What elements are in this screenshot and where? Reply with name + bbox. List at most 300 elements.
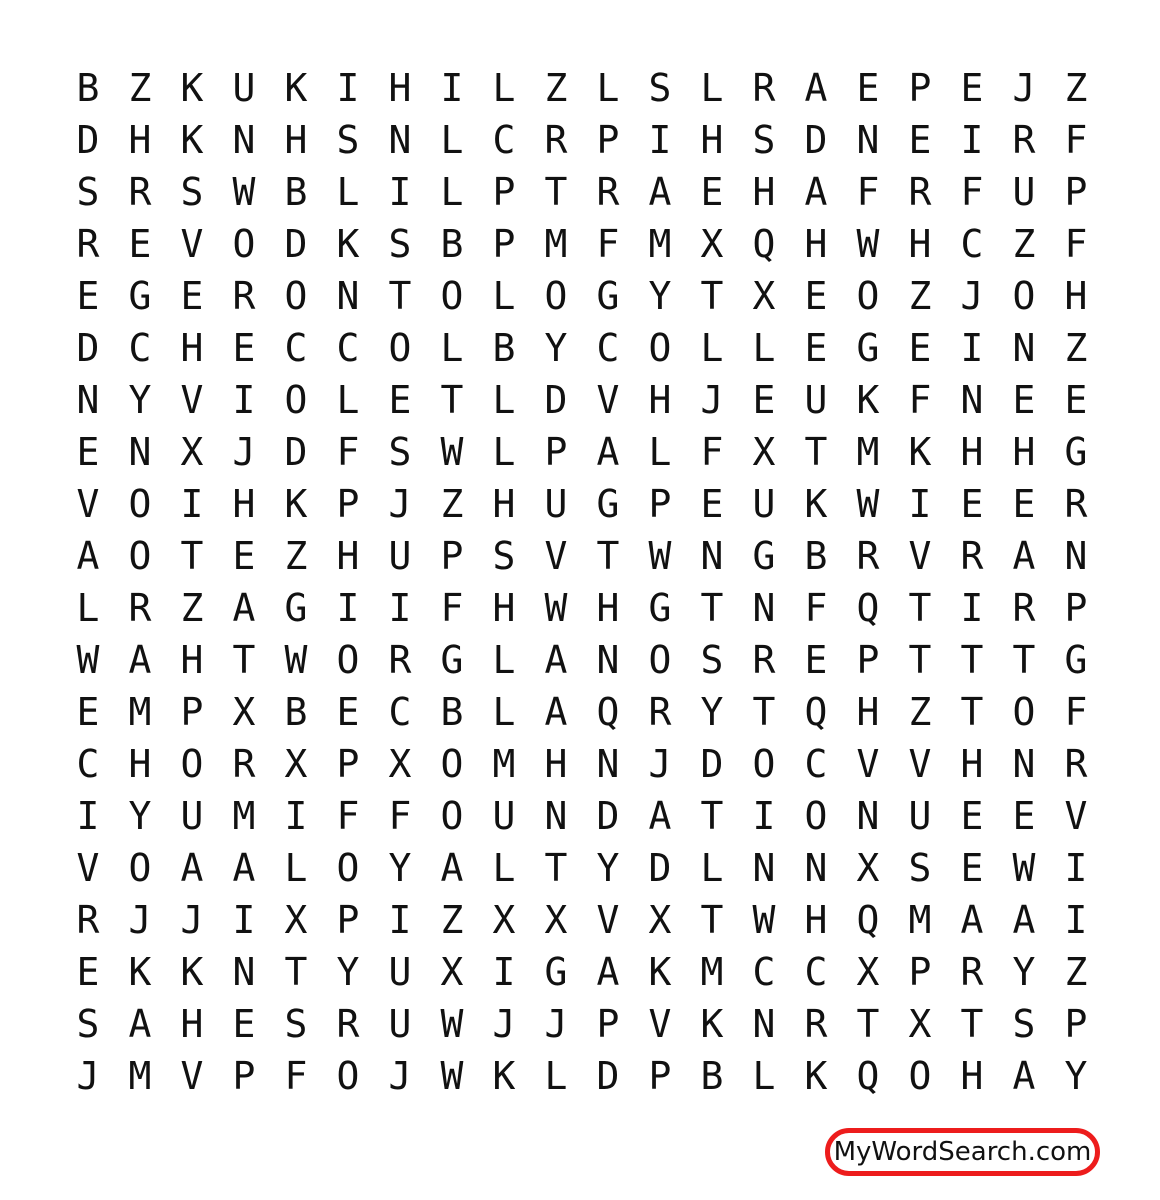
grid-cell[interactable]: S xyxy=(76,1002,100,1046)
grid-cell[interactable]: D xyxy=(76,118,100,162)
grid-cell[interactable]: L xyxy=(492,846,516,890)
grid-cell[interactable]: R xyxy=(336,1002,360,1046)
grid-cell[interactable]: I xyxy=(336,66,360,110)
grid-cell[interactable]: I xyxy=(388,586,412,630)
grid-cell[interactable]: E xyxy=(856,66,880,110)
grid-cell[interactable]: T xyxy=(1012,638,1036,682)
grid-cell[interactable]: H xyxy=(960,742,984,786)
grid-cell[interactable]: T xyxy=(440,378,464,422)
grid-cell[interactable]: S xyxy=(388,222,412,266)
grid-cell[interactable]: Y xyxy=(388,846,412,890)
grid-cell[interactable]: P xyxy=(648,482,672,526)
grid-cell[interactable]: R xyxy=(76,898,100,942)
grid-cell[interactable]: B xyxy=(492,326,516,370)
grid-cell[interactable]: V xyxy=(908,742,932,786)
grid-cell[interactable]: T xyxy=(908,638,932,682)
grid-cell[interactable]: V xyxy=(544,534,568,578)
grid-cell[interactable]: L xyxy=(492,638,516,682)
grid-cell[interactable]: V xyxy=(76,846,100,890)
grid-cell[interactable]: H xyxy=(648,378,672,422)
grid-cell[interactable]: X xyxy=(492,898,516,942)
grid-cell[interactable]: I xyxy=(648,118,672,162)
grid-cell[interactable]: L xyxy=(492,378,516,422)
grid-cell[interactable]: N xyxy=(1012,742,1036,786)
grid-cell[interactable]: N xyxy=(76,378,100,422)
grid-cell[interactable]: X xyxy=(232,690,256,734)
grid-cell[interactable]: A xyxy=(596,950,620,994)
grid-cell[interactable]: G xyxy=(856,326,880,370)
grid-cell[interactable]: I xyxy=(232,898,256,942)
grid-cell[interactable]: T xyxy=(700,898,724,942)
grid-cell[interactable]: Z xyxy=(1064,66,1088,110)
grid-cell[interactable]: P xyxy=(492,222,516,266)
grid-cell[interactable]: K xyxy=(804,482,828,526)
grid-cell[interactable]: H xyxy=(804,222,828,266)
grid-cell[interactable]: T xyxy=(856,1002,880,1046)
grid-cell[interactable]: R xyxy=(76,222,100,266)
grid-cell[interactable]: T xyxy=(180,534,204,578)
grid-cell[interactable]: Z xyxy=(908,274,932,318)
grid-cell[interactable]: N xyxy=(960,378,984,422)
grid-cell[interactable]: V xyxy=(180,222,204,266)
grid-cell[interactable]: R xyxy=(648,690,672,734)
grid-cell[interactable]: E xyxy=(700,482,724,526)
grid-cell[interactable]: P xyxy=(336,482,360,526)
grid-cell[interactable]: F xyxy=(856,170,880,214)
grid-cell[interactable]: S xyxy=(648,66,672,110)
grid-cell[interactable]: K xyxy=(180,118,204,162)
grid-cell[interactable]: W xyxy=(544,586,568,630)
grid-cell[interactable]: T xyxy=(232,638,256,682)
grid-cell[interactable]: Y xyxy=(1012,950,1036,994)
grid-cell[interactable]: J xyxy=(180,898,204,942)
grid-cell[interactable]: C xyxy=(336,326,360,370)
grid-cell[interactable]: J xyxy=(76,1054,100,1098)
grid-cell[interactable]: V xyxy=(648,1002,672,1046)
grid-cell[interactable]: G xyxy=(648,586,672,630)
grid-cell[interactable]: Q xyxy=(856,898,880,942)
grid-cell[interactable]: E xyxy=(908,118,932,162)
grid-cell[interactable]: L xyxy=(700,66,724,110)
grid-cell[interactable]: T xyxy=(388,274,412,318)
grid-cell[interactable]: R xyxy=(1012,118,1036,162)
grid-cell[interactable]: D xyxy=(596,794,620,838)
grid-cell[interactable]: D xyxy=(648,846,672,890)
grid-cell[interactable]: Z xyxy=(440,482,464,526)
grid-cell[interactable]: D xyxy=(596,1054,620,1098)
grid-cell[interactable]: H xyxy=(128,742,152,786)
grid-cell[interactable]: S xyxy=(76,170,100,214)
grid-cell[interactable]: X xyxy=(908,1002,932,1046)
grid-cell[interactable]: T xyxy=(544,170,568,214)
grid-cell[interactable]: N xyxy=(596,742,620,786)
grid-cell[interactable]: U xyxy=(908,794,932,838)
grid-cell[interactable]: K xyxy=(856,378,880,422)
grid-cell[interactable]: E xyxy=(960,846,984,890)
grid-cell[interactable]: T xyxy=(596,534,620,578)
grid-cell[interactable]: P xyxy=(908,66,932,110)
grid-cell[interactable]: G xyxy=(440,638,464,682)
grid-cell[interactable]: I xyxy=(284,794,308,838)
grid-cell[interactable]: Q xyxy=(856,1054,880,1098)
grid-cell[interactable]: P xyxy=(232,1054,256,1098)
grid-cell[interactable]: D xyxy=(76,326,100,370)
grid-cell[interactable]: W xyxy=(284,638,308,682)
grid-cell[interactable]: O xyxy=(544,274,568,318)
grid-cell[interactable]: K xyxy=(492,1054,516,1098)
grid-cell[interactable]: E xyxy=(128,222,152,266)
grid-cell[interactable]: M xyxy=(128,1054,152,1098)
grid-cell[interactable]: I xyxy=(960,326,984,370)
grid-cell[interactable]: Y xyxy=(128,794,152,838)
grid-cell[interactable]: H xyxy=(492,482,516,526)
grid-cell[interactable]: F xyxy=(1064,690,1088,734)
grid-cell[interactable]: X xyxy=(752,430,776,474)
grid-cell[interactable]: P xyxy=(596,1002,620,1046)
grid-cell[interactable]: E xyxy=(960,66,984,110)
grid-cell[interactable]: E xyxy=(388,378,412,422)
grid-cell[interactable]: K xyxy=(648,950,672,994)
grid-cell[interactable]: W xyxy=(856,482,880,526)
grid-cell[interactable]: L xyxy=(492,690,516,734)
grid-cell[interactable]: F xyxy=(336,430,360,474)
grid-cell[interactable]: Z xyxy=(128,66,152,110)
grid-cell[interactable]: V xyxy=(596,898,620,942)
grid-cell[interactable]: O xyxy=(336,638,360,682)
grid-cell[interactable]: J xyxy=(700,378,724,422)
grid-cell[interactable]: H xyxy=(1064,274,1088,318)
grid-cell[interactable]: F xyxy=(960,170,984,214)
grid-cell[interactable]: O xyxy=(440,274,464,318)
grid-cell[interactable]: F xyxy=(596,222,620,266)
grid-cell[interactable]: N xyxy=(752,1002,776,1046)
grid-cell[interactable]: R xyxy=(232,274,256,318)
grid-cell[interactable]: O xyxy=(440,742,464,786)
grid-cell[interactable]: L xyxy=(440,118,464,162)
grid-cell[interactable]: Z xyxy=(1064,326,1088,370)
grid-cell[interactable]: W xyxy=(648,534,672,578)
grid-cell[interactable]: F xyxy=(908,378,932,422)
grid-cell[interactable]: E xyxy=(76,430,100,474)
grid-cell[interactable]: X xyxy=(752,274,776,318)
grid-cell[interactable]: M xyxy=(908,898,932,942)
grid-cell[interactable]: N xyxy=(700,534,724,578)
grid-cell[interactable]: E xyxy=(700,170,724,214)
grid-cell[interactable]: Z xyxy=(1064,950,1088,994)
grid-cell[interactable]: V xyxy=(180,378,204,422)
grid-cell[interactable]: S xyxy=(492,534,516,578)
grid-cell[interactable]: U xyxy=(544,482,568,526)
grid-cell[interactable]: L xyxy=(336,378,360,422)
grid-cell[interactable]: S xyxy=(336,118,360,162)
grid-cell[interactable]: R xyxy=(388,638,412,682)
grid-cell[interactable]: H xyxy=(700,118,724,162)
grid-cell[interactable]: S xyxy=(752,118,776,162)
grid-cell[interactable]: R xyxy=(128,170,152,214)
grid-cell[interactable]: A xyxy=(128,638,152,682)
grid-cell[interactable]: V xyxy=(180,1054,204,1098)
grid-cell[interactable]: A xyxy=(544,638,568,682)
grid-cell[interactable]: P xyxy=(492,170,516,214)
grid-cell[interactable]: L xyxy=(440,170,464,214)
grid-cell[interactable]: L xyxy=(440,326,464,370)
grid-cell[interactable]: R xyxy=(232,742,256,786)
grid-cell[interactable]: L xyxy=(76,586,100,630)
grid-cell[interactable]: L xyxy=(492,66,516,110)
grid-cell[interactable]: C xyxy=(492,118,516,162)
grid-cell[interactable]: U xyxy=(388,534,412,578)
grid-cell[interactable]: R xyxy=(856,534,880,578)
grid-cell[interactable]: J xyxy=(388,1054,412,1098)
grid-cell[interactable]: L xyxy=(700,846,724,890)
grid-cell[interactable]: S xyxy=(388,430,412,474)
grid-cell[interactable]: F xyxy=(1064,222,1088,266)
grid-cell[interactable]: J xyxy=(492,1002,516,1046)
grid-cell[interactable]: Q xyxy=(596,690,620,734)
grid-cell[interactable]: Z xyxy=(180,586,204,630)
grid-cell[interactable]: A xyxy=(232,586,256,630)
grid-cell[interactable]: H xyxy=(388,66,412,110)
grid-cell[interactable]: O xyxy=(388,326,412,370)
grid-cell[interactable]: T xyxy=(960,638,984,682)
grid-cell[interactable]: X xyxy=(856,950,880,994)
grid-cell[interactable]: G xyxy=(284,586,308,630)
grid-cell[interactable]: H xyxy=(856,690,880,734)
grid-cell[interactable]: S xyxy=(180,170,204,214)
grid-cell[interactable]: F xyxy=(804,586,828,630)
grid-cell[interactable]: R xyxy=(908,170,932,214)
grid-cell[interactable]: R xyxy=(960,534,984,578)
grid-cell[interactable]: H xyxy=(804,898,828,942)
grid-cell[interactable]: A xyxy=(440,846,464,890)
grid-cell[interactable]: I xyxy=(960,586,984,630)
grid-cell[interactable]: W xyxy=(232,170,256,214)
grid-cell[interactable]: H xyxy=(128,118,152,162)
grid-cell[interactable]: K xyxy=(180,66,204,110)
grid-cell[interactable]: H xyxy=(908,222,932,266)
grid-cell[interactable]: X xyxy=(700,222,724,266)
grid-cell[interactable]: C xyxy=(284,326,308,370)
grid-cell[interactable]: E xyxy=(180,274,204,318)
grid-cell[interactable]: O xyxy=(752,742,776,786)
grid-cell[interactable]: F xyxy=(388,794,412,838)
grid-cell[interactable]: O xyxy=(128,846,152,890)
grid-cell[interactable]: E xyxy=(232,1002,256,1046)
grid-cell[interactable]: S xyxy=(908,846,932,890)
grid-cell[interactable]: Q xyxy=(856,586,880,630)
grid-cell[interactable]: B xyxy=(440,222,464,266)
grid-cell[interactable]: Y xyxy=(1064,1054,1088,1098)
grid-cell[interactable]: W xyxy=(76,638,100,682)
grid-cell[interactable]: E xyxy=(804,274,828,318)
grid-cell[interactable]: V xyxy=(856,742,880,786)
grid-cell[interactable]: F xyxy=(700,430,724,474)
grid-cell[interactable]: E xyxy=(76,274,100,318)
grid-cell[interactable]: W xyxy=(440,430,464,474)
grid-cell[interactable]: C xyxy=(596,326,620,370)
grid-cell[interactable]: H xyxy=(336,534,360,578)
grid-cell[interactable]: O xyxy=(232,222,256,266)
grid-cell[interactable]: N xyxy=(232,118,256,162)
grid-cell[interactable]: E xyxy=(960,794,984,838)
grid-cell[interactable]: L xyxy=(492,430,516,474)
grid-cell[interactable]: H xyxy=(596,586,620,630)
grid-cell[interactable]: F xyxy=(336,794,360,838)
grid-cell[interactable]: K xyxy=(336,222,360,266)
grid-cell[interactable]: E xyxy=(1012,378,1036,422)
grid-cell[interactable]: E xyxy=(76,690,100,734)
grid-cell[interactable]: W xyxy=(856,222,880,266)
grid-cell[interactable]: R xyxy=(804,1002,828,1046)
grid-cell[interactable]: O xyxy=(856,274,880,318)
grid-cell[interactable]: T xyxy=(752,690,776,734)
grid-cell[interactable]: R xyxy=(752,66,776,110)
grid-cell[interactable]: U xyxy=(1012,170,1036,214)
grid-cell[interactable]: E xyxy=(804,326,828,370)
grid-cell[interactable]: N xyxy=(128,430,152,474)
grid-cell[interactable]: C xyxy=(388,690,412,734)
grid-cell[interactable]: I xyxy=(1064,898,1088,942)
grid-cell[interactable]: R xyxy=(752,638,776,682)
grid-cell[interactable]: P xyxy=(856,638,880,682)
grid-cell[interactable]: U xyxy=(804,378,828,422)
grid-cell[interactable]: Y xyxy=(336,950,360,994)
grid-cell[interactable]: A xyxy=(960,898,984,942)
grid-cell[interactable]: N xyxy=(544,794,568,838)
grid-cell[interactable]: U xyxy=(232,66,256,110)
grid-cell[interactable]: L xyxy=(752,326,776,370)
grid-cell[interactable]: O xyxy=(440,794,464,838)
grid-cell[interactable]: O xyxy=(1012,274,1036,318)
grid-cell[interactable]: T xyxy=(284,950,308,994)
grid-cell[interactable]: S xyxy=(284,1002,308,1046)
grid-cell[interactable]: H xyxy=(752,170,776,214)
grid-cell[interactable]: M xyxy=(648,222,672,266)
grid-cell[interactable]: I xyxy=(440,66,464,110)
grid-cell[interactable]: A xyxy=(1012,898,1036,942)
grid-cell[interactable]: N xyxy=(856,794,880,838)
grid-cell[interactable]: B xyxy=(284,690,308,734)
grid-cell[interactable]: P xyxy=(544,430,568,474)
grid-cell[interactable]: N xyxy=(1064,534,1088,578)
grid-cell[interactable]: Z xyxy=(908,690,932,734)
grid-cell[interactable]: X xyxy=(180,430,204,474)
grid-cell[interactable]: I xyxy=(232,378,256,422)
grid-cell[interactable]: P xyxy=(1064,586,1088,630)
grid-cell[interactable]: J xyxy=(960,274,984,318)
grid-cell[interactable]: L xyxy=(544,1054,568,1098)
grid-cell[interactable]: H xyxy=(960,1054,984,1098)
grid-cell[interactable]: A xyxy=(232,846,256,890)
grid-cell[interactable]: Z xyxy=(544,66,568,110)
grid-cell[interactable]: D xyxy=(284,222,308,266)
grid-cell[interactable]: R xyxy=(1064,482,1088,526)
grid-cell[interactable]: A xyxy=(76,534,100,578)
grid-cell[interactable]: R xyxy=(1064,742,1088,786)
grid-cell[interactable]: X xyxy=(284,742,308,786)
grid-cell[interactable]: Q xyxy=(752,222,776,266)
grid-cell[interactable]: E xyxy=(752,378,776,422)
grid-cell[interactable]: G xyxy=(1064,638,1088,682)
grid-cell[interactable]: H xyxy=(960,430,984,474)
grid-cell[interactable]: F xyxy=(284,1054,308,1098)
grid-cell[interactable]: W xyxy=(752,898,776,942)
grid-cell[interactable]: J xyxy=(544,1002,568,1046)
grid-cell[interactable]: L xyxy=(284,846,308,890)
grid-cell[interactable]: X xyxy=(544,898,568,942)
grid-cell[interactable]: N xyxy=(804,846,828,890)
grid-cell[interactable]: H xyxy=(180,326,204,370)
grid-cell[interactable]: G xyxy=(1064,430,1088,474)
grid-cell[interactable]: O xyxy=(648,326,672,370)
grid-cell[interactable]: Z xyxy=(284,534,308,578)
grid-cell[interactable]: V xyxy=(1064,794,1088,838)
grid-cell[interactable]: I xyxy=(180,482,204,526)
grid-cell[interactable]: L xyxy=(492,274,516,318)
grid-cell[interactable]: P xyxy=(1064,170,1088,214)
grid-cell[interactable]: A xyxy=(544,690,568,734)
grid-cell[interactable]: U xyxy=(492,794,516,838)
grid-cell[interactable]: E xyxy=(1064,378,1088,422)
grid-cell[interactable]: J xyxy=(388,482,412,526)
grid-cell[interactable]: M xyxy=(544,222,568,266)
grid-cell[interactable]: E xyxy=(1012,794,1036,838)
grid-cell[interactable]: V xyxy=(76,482,100,526)
grid-cell[interactable]: L xyxy=(700,326,724,370)
grid-cell[interactable]: W xyxy=(1012,846,1036,890)
grid-cell[interactable]: K xyxy=(284,482,308,526)
grid-cell[interactable]: E xyxy=(804,638,828,682)
grid-cell[interactable]: U xyxy=(388,950,412,994)
grid-cell[interactable]: J xyxy=(232,430,256,474)
grid-cell[interactable]: A xyxy=(804,170,828,214)
grid-cell[interactable]: C xyxy=(76,742,100,786)
grid-cell[interactable]: H xyxy=(544,742,568,786)
grid-cell[interactable]: H xyxy=(284,118,308,162)
grid-cell[interactable]: E xyxy=(336,690,360,734)
grid-cell[interactable]: C xyxy=(960,222,984,266)
grid-cell[interactable]: H xyxy=(1012,430,1036,474)
grid-cell[interactable]: S xyxy=(700,638,724,682)
grid-cell[interactable]: R xyxy=(960,950,984,994)
grid-cell[interactable]: Q xyxy=(804,690,828,734)
grid-cell[interactable]: O xyxy=(804,794,828,838)
grid-cell[interactable]: M xyxy=(492,742,516,786)
grid-cell[interactable]: R xyxy=(596,170,620,214)
grid-cell[interactable]: O xyxy=(128,534,152,578)
grid-cell[interactable]: T xyxy=(908,586,932,630)
grid-cell[interactable]: O xyxy=(648,638,672,682)
grid-cell[interactable]: U xyxy=(180,794,204,838)
grid-cell[interactable]: O xyxy=(336,1054,360,1098)
grid-cell[interactable]: Z xyxy=(1012,222,1036,266)
grid-cell[interactable]: I xyxy=(960,118,984,162)
grid-cell[interactable]: N xyxy=(856,118,880,162)
grid-cell[interactable]: O xyxy=(336,846,360,890)
grid-cell[interactable]: I xyxy=(336,586,360,630)
grid-cell[interactable]: L xyxy=(596,66,620,110)
grid-cell[interactable]: I xyxy=(908,482,932,526)
grid-cell[interactable]: T xyxy=(960,1002,984,1046)
grid-cell[interactable]: R xyxy=(1012,586,1036,630)
grid-cell[interactable]: I xyxy=(388,898,412,942)
grid-cell[interactable]: P xyxy=(648,1054,672,1098)
grid-cell[interactable]: M xyxy=(856,430,880,474)
grid-cell[interactable]: X xyxy=(648,898,672,942)
grid-cell[interactable]: B xyxy=(700,1054,724,1098)
grid-cell[interactable]: I xyxy=(492,950,516,994)
grid-cell[interactable]: K xyxy=(700,1002,724,1046)
